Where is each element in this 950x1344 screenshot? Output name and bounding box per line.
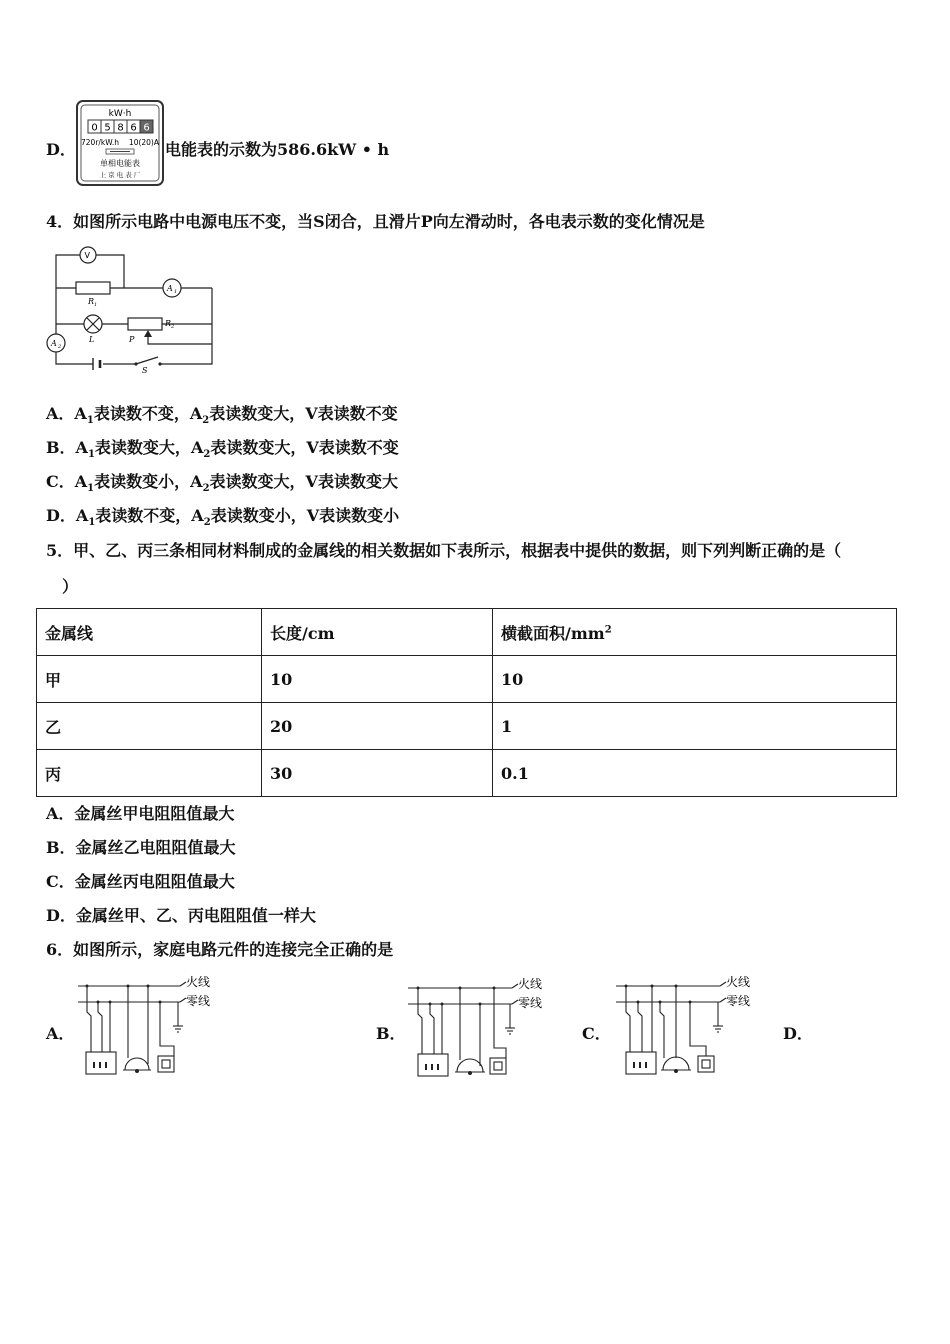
option-b: B．金属丝乙电阻阻值最大 (46, 838, 236, 857)
table-header-cell: 长度/cm (262, 609, 493, 656)
meter-maker: 上 京 电 表 厂 (99, 171, 141, 179)
question-stem-end: ） (62, 577, 79, 596)
meter-spec-left: 720r/kW.h (81, 138, 119, 147)
slider-label: P (129, 335, 135, 344)
ammeter-a2-label: A (51, 339, 57, 348)
wiring-diagram-b (408, 974, 553, 1080)
table-row (37, 750, 897, 797)
live-wire-label: 火线 (726, 975, 751, 989)
table-row (37, 656, 897, 703)
table-header-row (37, 609, 897, 656)
wiring-diagram-c (616, 972, 761, 1078)
ammeter-a1-sub: 1 (174, 289, 178, 295)
energy-meter-figure (76, 100, 164, 186)
option-text: 电能表的示数为586.6kW • h (165, 140, 390, 159)
option-c: C．$A_1$表读数变小，$A_2$表读数变大，V表读数变大 (46, 472, 398, 495)
meter-digit: 8 (117, 122, 124, 134)
option-c: C．金属丝丙电阻阻值最大 (46, 872, 235, 891)
table-cell: 10 (493, 656, 897, 703)
neutral-wire-label: 零线 (518, 996, 543, 1010)
option-b-label: B． (376, 1024, 406, 1043)
meter-digit: 6 (130, 122, 137, 134)
table-row (37, 703, 897, 750)
wiring-diagram-a (78, 974, 218, 1080)
option-d: D．金属丝甲、乙、丙电阻阻值一样大 (46, 906, 316, 925)
ammeter-a1-label: A (167, 284, 173, 293)
table-cell: 30 (262, 750, 493, 797)
question-stem: 4．如图所示电路中电源电压不变，当S闭合，且滑片P向左滑动时，各电表示数的变化情况是 (46, 212, 705, 231)
meter-spec-right: 10(20)A (128, 138, 159, 147)
option-label: D． (46, 140, 76, 159)
meter-unit: kW·h (108, 109, 132, 119)
table-cell: 甲 (37, 656, 262, 703)
option-a: A．金属丝甲电阻阻值最大 (46, 804, 235, 823)
r2-label: R (165, 319, 172, 328)
table-cell: 20 (262, 703, 493, 750)
voltmeter-label: V (84, 251, 90, 260)
table-cell: 10 (262, 656, 493, 703)
meter-digits (88, 120, 153, 134)
option-a-label: A． (46, 1024, 75, 1043)
live-wire-label: 火线 (186, 975, 211, 989)
table-cell: 丙 (37, 750, 262, 797)
table-cell: 乙 (37, 703, 262, 750)
question-stem: 5．甲、乙、丙三条相同材料制成的金属线的相关数据如下表所示，根据表中提供的数据，则下列判断正确的是（ (46, 541, 842, 560)
question-stem: 6．如图所示，家庭电路元件的连接完全正确的是 (46, 940, 394, 959)
live-wire-label: 火线 (518, 977, 543, 991)
option-b: B．$A_1$表读数变大，$A_2$表读数变大，V表读数不变 (46, 438, 399, 461)
option-d: D．$A_1$表读数不变，$A_2$表读数变小，V表读数变小 (46, 506, 400, 529)
table-header-cell: 横截面积$/mm^2$ (493, 609, 897, 656)
r1-sub: 1 (94, 302, 98, 308)
option-d-label: D． (783, 1024, 813, 1043)
switch-label: S (142, 366, 148, 375)
option-a: A．$A_1$表读数不变，$A_2$表读数变大，V表读数不变 (46, 404, 398, 427)
data-table (36, 608, 897, 797)
circuit-diagram (44, 240, 219, 375)
table-header-cell: 金属线 (37, 609, 262, 656)
option-c-label: C． (582, 1024, 611, 1043)
meter-digit: 5 (104, 122, 111, 134)
meter-digit-decimal: 6 (143, 122, 150, 134)
lamp-label: L (89, 335, 95, 344)
meter-name: 单相电能表 (100, 159, 140, 168)
meter-digit: 0 (91, 122, 98, 134)
neutral-wire-label: 零线 (186, 994, 211, 1008)
neutral-wire-label: 零线 (726, 994, 751, 1008)
r1-label: R (88, 297, 95, 306)
ammeter-a2-sub: 2 (58, 344, 62, 350)
r2-sub: 2 (171, 324, 175, 330)
table-cell: 0.1 (493, 750, 897, 797)
table-cell: 1 (493, 703, 897, 750)
